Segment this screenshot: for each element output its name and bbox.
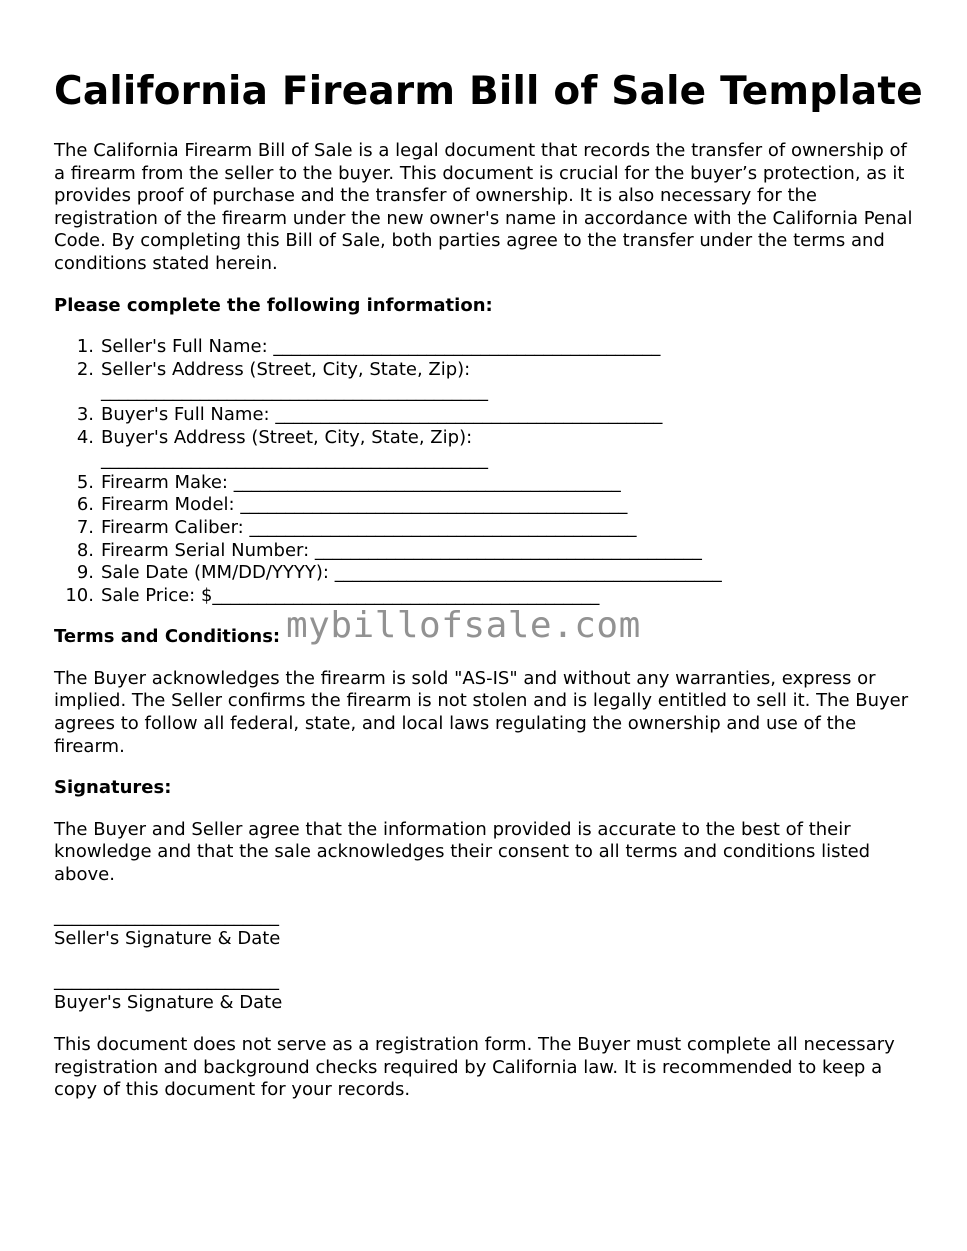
terms-heading: Terms and Conditions: bbox=[54, 626, 281, 648]
field-buyer-address[interactable] bbox=[54, 427, 914, 472]
buyer-signature-line[interactable]: _________________________ bbox=[54, 969, 279, 991]
document-page bbox=[54, 66, 923, 1102]
field-text: Firearm Serial Number: ___________________________________________ bbox=[101, 539, 702, 561]
field-sale-date[interactable] bbox=[54, 562, 914, 585]
field-buyer-name[interactable] bbox=[54, 404, 914, 427]
info-heading: Please complete the following information: bbox=[54, 294, 493, 316]
field-text: Seller's Full Name: ___________________________________________ bbox=[101, 336, 661, 358]
field-sale-price[interactable] bbox=[54, 585, 914, 608]
field-firearm-model[interactable] bbox=[54, 494, 914, 517]
signatures-heading: Signatures: bbox=[54, 777, 172, 799]
field-number: 6. bbox=[76, 494, 94, 516]
field-number: 4. bbox=[76, 426, 94, 448]
field-text: Buyer's Full Name: ___________________________________________ bbox=[101, 403, 663, 425]
intro-paragraph: The California Firearm Bill of Sale is a legal document that records the transfer of ownership of a firearm from the seller to the buyer. This document is crucial for the buyer’s protection, as it provides proof of purchase and the transfer of ownership. It is also necessary for the registration of the firearm under the new owner's name in accordance with the California Penal Code. By completing this Bill of Sale, both parties agree to the transfer under the terms and conditions stated herein. bbox=[54, 140, 913, 274]
seller-signature-caption: Seller's Signature & Date bbox=[54, 928, 281, 950]
field-blank-line: ___________________________________________ bbox=[101, 381, 488, 403]
signatures-paragraph: The Buyer and Seller agree that the information provided is accurate to the best of their knowledge and that the sale acknowledges their consent to all terms and conditions listed above. bbox=[54, 818, 871, 886]
field-text: Firearm Model: ___________________________________________ bbox=[101, 494, 628, 516]
field-seller-address[interactable] bbox=[54, 359, 914, 404]
field-seller-name[interactable] bbox=[54, 336, 914, 359]
document-title: California Firearm Bill of Sale Template bbox=[54, 69, 923, 114]
field-text: Seller's Address (Street, City, State, Zip): bbox=[101, 358, 471, 380]
seller-signature-block bbox=[54, 906, 914, 951]
field-blank-line: ___________________________________________ bbox=[101, 449, 488, 471]
field-text: Sale Date (MM/DD/YYYY): ___________________________________________ bbox=[101, 562, 722, 584]
field-number: 2. bbox=[76, 358, 94, 380]
field-serial-number[interactable] bbox=[54, 540, 914, 563]
field-number: 7. bbox=[76, 516, 94, 538]
field-firearm-make[interactable] bbox=[54, 472, 914, 495]
field-number: 1. bbox=[76, 336, 94, 358]
field-list bbox=[54, 336, 914, 607]
field-number: 3. bbox=[76, 403, 94, 425]
field-text: Sale Price: $___________________________________________ bbox=[101, 584, 600, 606]
buyer-signature-caption: Buyer's Signature & Date bbox=[54, 992, 283, 1014]
field-text: Firearm Make: ___________________________________________ bbox=[101, 471, 621, 493]
terms-paragraph: The Buyer acknowledges the firearm is sold "AS-IS" and without any warranties, express or implied. The Seller confirms the firearm is not stolen and is legally entitled to sell it. The Buyer agrees to follow all federal, state, and local laws regulating the ownership and use of the firearm. bbox=[54, 667, 909, 757]
field-firearm-caliber[interactable] bbox=[54, 517, 914, 540]
field-text: Firearm Caliber: ___________________________________________ bbox=[101, 516, 637, 538]
field-text: Buyer's Address (Street, City, State, Zip): bbox=[101, 426, 473, 448]
field-number: 9. bbox=[76, 562, 94, 584]
field-number: 10. bbox=[65, 584, 94, 606]
seller-signature-line[interactable]: _________________________ bbox=[54, 905, 279, 927]
buyer-signature-block bbox=[54, 970, 914, 1015]
field-number: 8. bbox=[76, 539, 94, 561]
closing-paragraph: This document does not serve as a registration form. The Buyer must complete all necessary registration and background checks required by California law. It is recommended to keep a copy of this document for your records. bbox=[54, 1034, 895, 1101]
field-number: 5. bbox=[76, 471, 94, 493]
watermark: mybillofsale.com bbox=[286, 605, 641, 646]
